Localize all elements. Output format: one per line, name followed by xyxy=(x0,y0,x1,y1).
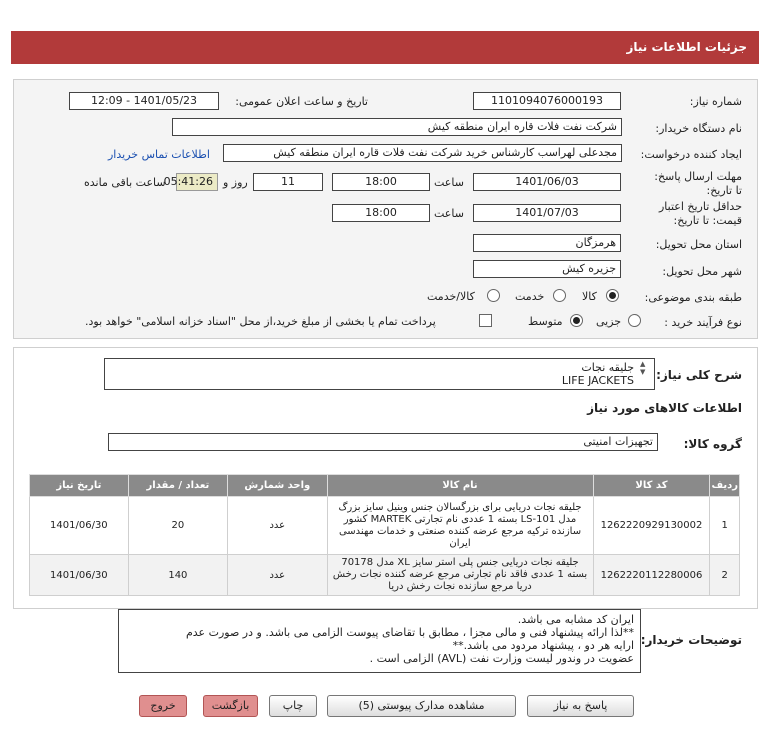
remaining-time-field: 05:41:26 xyxy=(176,173,218,191)
process-option-partial: جزیی xyxy=(596,315,622,328)
cell-row: 1 xyxy=(710,497,740,555)
cell-code: 1262220929130002 xyxy=(593,497,710,555)
cell-name: جلیقه نجات دریایی جنس پلی استر سایز XL مدل 70178 بسته 1 عددی فاقد نام تجارتی مرجع عرضه کننده نجات رخش دریا مرجع سازنده نجات رخش دریا xyxy=(327,555,593,596)
summary-line-1: جلیقه نجات xyxy=(581,361,634,374)
table-row xyxy=(30,497,740,555)
notes-line-1: ایران کد مشابه می باشد. xyxy=(517,613,634,626)
cell-name: جلیقه نجات دریایی برای بزرگسالان جنس وینیل سایز بزرگ مدل LS-101 بسته 1 عددی نام تجارتی MARTEK کشور سازنده ترکیه مرجع عرضه کننده صنعتی و خدمات مهندسی ایران xyxy=(327,497,593,555)
col-name: نام کالا xyxy=(327,475,593,497)
validity-time-field: 18:00 xyxy=(332,204,430,222)
category-option-both: کالا/خدمت xyxy=(427,290,475,303)
goods-table xyxy=(29,474,740,596)
remaining-label: ساعت باقی مانده xyxy=(84,176,166,189)
notes-line-2: **لذا ارائه پیشنهاد فنی و مالی مجزا ، مطابق با تقاضای پیوست الزامی می باشد. و در صورت عدم xyxy=(185,626,634,639)
category-option-goods: کالا xyxy=(582,290,597,303)
need-number-label: شماره نیاز: xyxy=(689,95,742,108)
scroll-arrows-icon[interactable]: ▲ ▼ xyxy=(640,360,646,376)
process-radio-partial[interactable] xyxy=(628,314,641,327)
cell-date: 1401/06/30 xyxy=(30,555,129,596)
need-number-field: 1101094076000193 xyxy=(473,92,621,110)
summary-textarea[interactable] xyxy=(104,358,655,390)
exit-button[interactable]: خروج xyxy=(139,695,187,717)
deadline-date-field: 1401/06/03 xyxy=(473,173,621,191)
table-row xyxy=(30,555,740,596)
goods-group-field: تجهیزات امنیتی xyxy=(108,433,658,451)
page-header: جزئیات اطلاعات نیاز xyxy=(11,31,759,64)
announce-field: 1401/05/23 - 12:09 xyxy=(69,92,219,110)
goods-group-label: گروه کالا: xyxy=(683,437,742,451)
goods-section-title: اطلاعات کالاهای مورد نیاز xyxy=(587,401,742,415)
category-label: طبقه بندی موضوعی: xyxy=(644,291,742,304)
col-date: تاریخ نیاز xyxy=(30,475,129,497)
notes-label: توضیحات خریدار: xyxy=(640,633,742,647)
category-radio-goods[interactable] xyxy=(606,289,619,302)
validity-time-label: ساعت xyxy=(434,207,464,220)
cell-unit: عدد xyxy=(228,555,327,596)
days-field: 11 xyxy=(253,173,323,191)
category-option-service: خدمت xyxy=(515,290,545,303)
validity-label: حداقل تاریخ اعتبار قیمت: تا تاریخ: xyxy=(658,200,742,227)
notes-line-3: ارایه هر دو ، پیشنهاد مردود می باشد.** xyxy=(452,639,634,652)
cell-row: 2 xyxy=(710,555,740,596)
deadline-time-label: ساعت xyxy=(434,176,464,189)
treasury-note: پرداخت تمام یا بخشی از مبلغ خرید،از محل "اسناد خزانه اسلامی" خواهد بود. xyxy=(85,315,436,328)
summary-label: شرح کلی نیاز: xyxy=(656,368,742,382)
summary-line-2: LIFE JACKETS xyxy=(561,374,634,387)
reply-button[interactable]: پاسخ به نیاز xyxy=(527,695,634,717)
col-unit: واحد شمارش xyxy=(228,475,327,497)
contact-buyer-link[interactable]: اطلاعات تماس خریدار xyxy=(108,148,210,161)
creator-label: ایجاد کننده درخواست: xyxy=(640,148,742,161)
cell-code: 1262220112280006 xyxy=(593,555,710,596)
col-code: کد کالا xyxy=(593,475,710,497)
process-option-medium: متوسط xyxy=(528,315,563,328)
back-button[interactable]: بازگشت xyxy=(203,695,258,717)
attachments-button[interactable]: مشاهده مدارک پیوستی (5) xyxy=(327,695,516,717)
col-row: ردیف xyxy=(710,475,740,497)
notes-line-4: عضویت در وندور لیست وزارت نفت (AVL) الزامی است . xyxy=(369,652,634,665)
notes-textarea[interactable] xyxy=(118,609,641,673)
validity-date-field: 1401/07/03 xyxy=(473,204,621,222)
city-label: شهر محل تحویل: xyxy=(662,265,742,278)
cell-qty: 20 xyxy=(128,497,227,555)
creator-field: مجدعلی لهراسب کارشناس خرید شرکت نفت فلات قاره ایران منطقه کیش xyxy=(223,144,622,162)
cell-date: 1401/06/30 xyxy=(30,497,129,555)
category-radio-both[interactable] xyxy=(487,289,500,302)
buyer-org-field: شرکت نفت فلات قاره ایران منطقه کیش xyxy=(172,118,622,136)
days-label: روز و xyxy=(223,176,248,189)
treasury-checkbox[interactable] xyxy=(479,314,492,327)
process-label: نوع فرآیند خرید : xyxy=(664,316,742,329)
city-field: جزیره کیش xyxy=(473,260,621,278)
province-label: استان محل تحویل: xyxy=(655,238,742,251)
announce-label: تاریخ و ساعت اعلان عمومی: xyxy=(235,95,368,108)
goods-table-header xyxy=(30,475,740,497)
buyer-org-label: نام دستگاه خریدار: xyxy=(655,122,742,135)
province-field: هرمزگان xyxy=(473,234,621,252)
process-radio-medium[interactable] xyxy=(570,314,583,327)
deadline-time-field: 18:00 xyxy=(332,173,430,191)
deadline-label: مهلت ارسال پاسخ: تا تاریخ: xyxy=(654,170,742,197)
print-button[interactable]: چاپ xyxy=(269,695,317,717)
category-radio-service[interactable] xyxy=(553,289,566,302)
cell-unit: عدد xyxy=(228,497,327,555)
col-qty: تعداد / مقدار xyxy=(128,475,227,497)
cell-qty: 140 xyxy=(128,555,227,596)
